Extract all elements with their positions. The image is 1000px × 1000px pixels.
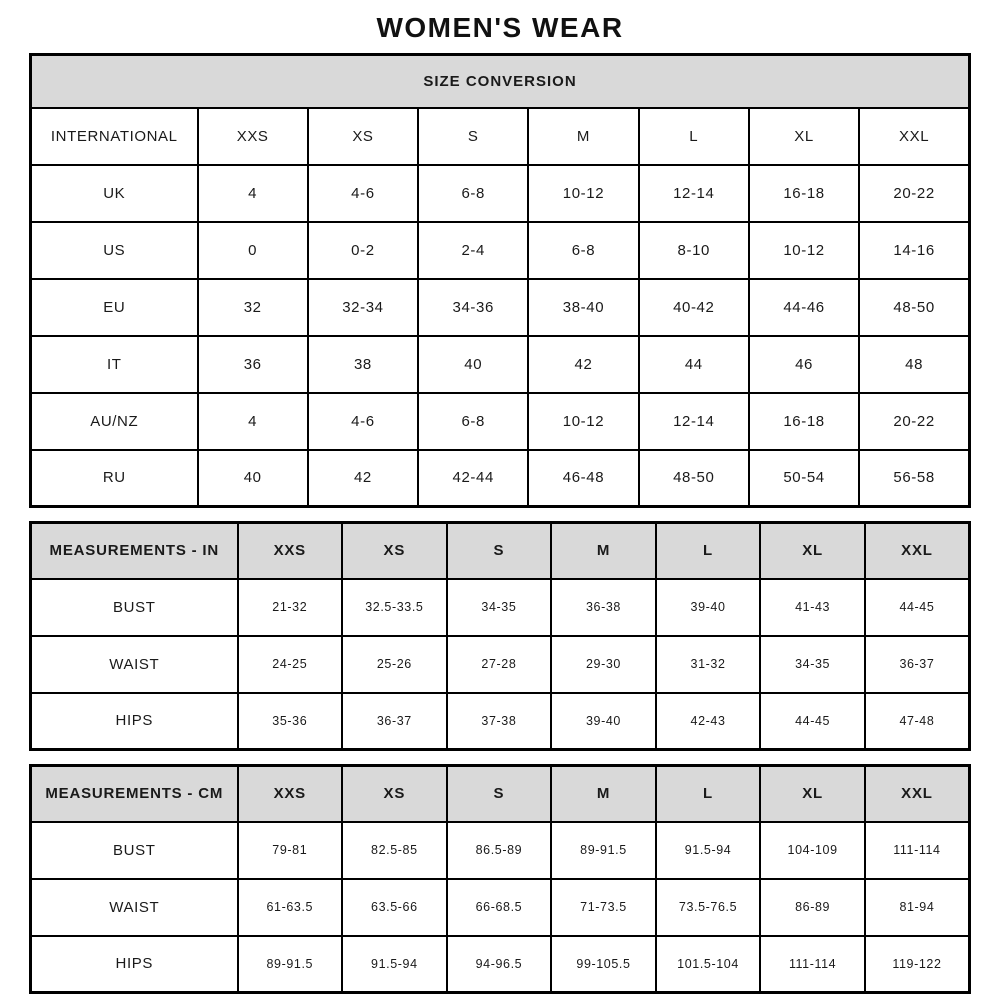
- row-label: HIPS: [31, 936, 238, 993]
- size-cell: 48-50: [639, 450, 749, 507]
- measurements-cm-header: MEASUREMENTS - CM: [31, 766, 238, 822]
- row-label: WAIST: [31, 636, 238, 693]
- size-cell: 4-6: [308, 165, 418, 222]
- column-header: XL: [760, 523, 865, 579]
- size-cell: 20-22: [859, 393, 969, 450]
- column-header: XL: [760, 766, 865, 822]
- size-cell: 44-46: [749, 279, 859, 336]
- size-cell: 48-50: [859, 279, 969, 336]
- column-header: XXL: [865, 523, 970, 579]
- size-cell: 32-34: [308, 279, 418, 336]
- size-cell: 36: [198, 336, 308, 393]
- measure-cell: 34-35: [760, 636, 865, 693]
- row-label: US: [31, 222, 198, 279]
- table-row: [31, 450, 970, 507]
- measure-cell: 61-63.5: [238, 879, 343, 936]
- size-cell: 4: [198, 165, 308, 222]
- measure-cell: 111-114: [865, 822, 970, 879]
- table-row: [31, 55, 970, 108]
- measure-cell: 66-68.5: [447, 879, 552, 936]
- column-header: XS: [342, 523, 447, 579]
- measure-cell: 34-35: [447, 579, 552, 636]
- size-cell: 42-44: [418, 450, 528, 507]
- row-label: IT: [31, 336, 198, 393]
- measure-cell: 37-38: [447, 693, 552, 750]
- column-header: L: [656, 523, 761, 579]
- measure-cell: 91.5-94: [342, 936, 447, 993]
- size-cell: 0-2: [308, 222, 418, 279]
- measure-cell: 39-40: [656, 579, 761, 636]
- measure-cell: 111-114: [760, 936, 865, 993]
- row-label: AU/NZ: [31, 393, 198, 450]
- size-cell: 8-10: [639, 222, 749, 279]
- table-row: [31, 879, 970, 936]
- size-cell: 34-36: [418, 279, 528, 336]
- measure-cell: 24-25: [238, 636, 343, 693]
- size-cell: 40: [418, 336, 528, 393]
- page-title: WOMEN'S WEAR: [376, 12, 624, 43]
- measure-cell: 104-109: [760, 822, 865, 879]
- measure-cell: 41-43: [760, 579, 865, 636]
- measure-cell: 39-40: [551, 693, 656, 750]
- size-cell: 46: [749, 336, 859, 393]
- measure-cell: 35-36: [238, 693, 343, 750]
- size-cell: 38-40: [528, 279, 638, 336]
- column-header: M: [551, 766, 656, 822]
- size-cell: XL: [749, 108, 859, 165]
- row-label: INTERNATIONAL: [31, 108, 198, 165]
- size-cell: 20-22: [859, 165, 969, 222]
- measure-cell: 81-94: [865, 879, 970, 936]
- measure-cell: 44-45: [760, 693, 865, 750]
- size-cell: 16-18: [749, 165, 859, 222]
- table-row: [31, 822, 970, 879]
- size-cell: S: [418, 108, 528, 165]
- measure-cell: 36-38: [551, 579, 656, 636]
- measurements-cm-table: [29, 764, 971, 994]
- row-label: BUST: [31, 579, 238, 636]
- row-label: EU: [31, 279, 198, 336]
- table-row: [31, 336, 970, 393]
- measure-cell: 94-96.5: [447, 936, 552, 993]
- size-cell: 50-54: [749, 450, 859, 507]
- measure-cell: 27-28: [447, 636, 552, 693]
- table-row: [31, 579, 970, 636]
- size-cell: 0: [198, 222, 308, 279]
- table-row: [31, 108, 970, 165]
- size-cell: 32: [198, 279, 308, 336]
- column-header: M: [551, 523, 656, 579]
- size-conversion-header: SIZE CONVERSION: [31, 55, 970, 108]
- measure-cell: 47-48: [865, 693, 970, 750]
- size-cell: XXS: [198, 108, 308, 165]
- size-cell: 10-12: [749, 222, 859, 279]
- size-cell: 48: [859, 336, 969, 393]
- column-header: S: [447, 766, 552, 822]
- table-row: [31, 523, 970, 579]
- measure-cell: 63.5-66: [342, 879, 447, 936]
- size-cell: 46-48: [528, 450, 638, 507]
- size-cell: 42: [528, 336, 638, 393]
- size-cell: 4: [198, 393, 308, 450]
- row-label: BUST: [31, 822, 238, 879]
- measure-cell: 71-73.5: [551, 879, 656, 936]
- row-label: RU: [31, 450, 198, 507]
- size-cell: 16-18: [749, 393, 859, 450]
- column-header: XXS: [238, 523, 343, 579]
- measure-cell: 99-105.5: [551, 936, 656, 993]
- size-cell: 40: [198, 450, 308, 507]
- measure-cell: 86.5-89: [447, 822, 552, 879]
- measure-cell: 82.5-85: [342, 822, 447, 879]
- table-row: [31, 393, 970, 450]
- measure-cell: 25-26: [342, 636, 447, 693]
- size-cell: 6-8: [528, 222, 638, 279]
- measure-cell: 36-37: [342, 693, 447, 750]
- size-cell: 44: [639, 336, 749, 393]
- measure-cell: 32.5-33.5: [342, 579, 447, 636]
- size-cell: 10-12: [528, 393, 638, 450]
- row-label: UK: [31, 165, 198, 222]
- size-cell: 6-8: [418, 165, 528, 222]
- measure-cell: 89-91.5: [551, 822, 656, 879]
- measure-cell: 31-32: [656, 636, 761, 693]
- measure-cell: 91.5-94: [656, 822, 761, 879]
- measure-cell: 86-89: [760, 879, 865, 936]
- size-cell: 4-6: [308, 393, 418, 450]
- measure-cell: 44-45: [865, 579, 970, 636]
- size-cell: M: [528, 108, 638, 165]
- column-header: L: [656, 766, 761, 822]
- measure-cell: 29-30: [551, 636, 656, 693]
- size-conversion-table: [29, 53, 971, 508]
- size-cell: 56-58: [859, 450, 969, 507]
- measure-cell: 21-32: [238, 579, 343, 636]
- size-cell: XXL: [859, 108, 969, 165]
- size-cell: 12-14: [639, 393, 749, 450]
- size-cell: 14-16: [859, 222, 969, 279]
- column-header: XXS: [238, 766, 343, 822]
- size-cell: 2-4: [418, 222, 528, 279]
- size-cell: 38: [308, 336, 418, 393]
- table-row: [31, 766, 970, 822]
- measure-cell: 36-37: [865, 636, 970, 693]
- size-cell: 10-12: [528, 165, 638, 222]
- column-header: S: [447, 523, 552, 579]
- measure-cell: 42-43: [656, 693, 761, 750]
- table-row: [31, 936, 970, 993]
- row-label: WAIST: [31, 879, 238, 936]
- table-row: [31, 279, 970, 336]
- measurements-in-table: [29, 521, 971, 751]
- measure-cell: 89-91.5: [238, 936, 343, 993]
- size-cell: 42: [308, 450, 418, 507]
- column-header: XXL: [865, 766, 970, 822]
- measure-cell: 101.5-104: [656, 936, 761, 993]
- size-cell: XS: [308, 108, 418, 165]
- size-cell: 40-42: [639, 279, 749, 336]
- table-row: [31, 636, 970, 693]
- table-row: [31, 222, 970, 279]
- measurements-in-header: MEASUREMENTS - IN: [31, 523, 238, 579]
- table-row: [31, 693, 970, 750]
- column-header: XS: [342, 766, 447, 822]
- size-cell: 6-8: [418, 393, 528, 450]
- table-row: [31, 165, 970, 222]
- measure-cell: 73.5-76.5: [656, 879, 761, 936]
- row-label: HIPS: [31, 693, 238, 750]
- size-cell: 12-14: [639, 165, 749, 222]
- measure-cell: 79-81: [238, 822, 343, 879]
- size-cell: L: [639, 108, 749, 165]
- measure-cell: 119-122: [865, 936, 970, 993]
